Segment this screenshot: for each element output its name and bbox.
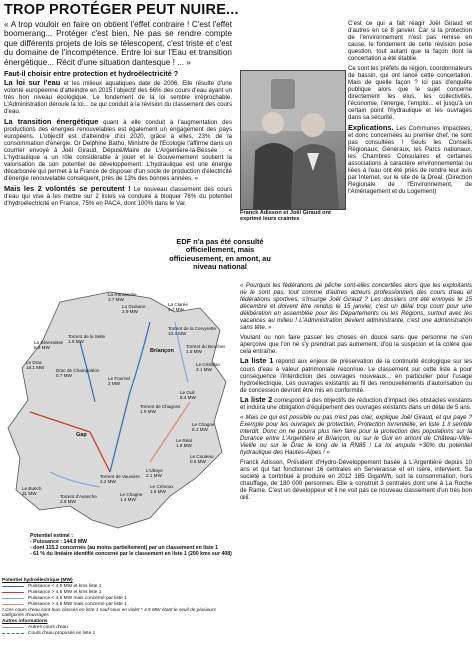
transition-paragraph xyxy=(4,118,232,182)
liste1-text: répond aux enjeux de préservation de la continuité écologique sur les cours d'eau à valeur patrimoniale reconnue. Le classement sur cette liste a pour conséquence l'interdiction des ouvrages nouveaux... en particulier pour l'usage hydroélectrique. Les ouvrages existants au fil des renouvellements d'autorisation ou de concession devront être mis en conformité. xyxy=(240,358,472,394)
place-label: Torrent d'Avanche xyxy=(60,494,97,499)
annex-row xyxy=(2,630,236,636)
mais-lead: Mais les 2 volontés se percutent ! xyxy=(4,183,131,193)
place-mw: 1.9 MW xyxy=(176,443,192,448)
annex-label: Cours d'eau proposés en liste 1 xyxy=(28,630,96,636)
explic-text: Les Communes impactées, et donc concernées au premier chef, ne sont pas consultées ! Seuls les Conseils Régionaux, Généraux, les Parcs nationaux, les Chambres Consulaires et certaines associations à caractère environnemental ou liées à l'eau ont été priés de rendre leur avis par Internet, sur le site de la Dreal. (Direction Régionale de l'Environnement, de l'Aménagement et du Logement) xyxy=(348,124,472,196)
transition-text: quant à elle conduit à l'augmentation des productions des énergies renouvelables est également un engagement des pays européens. L'objectif est d'atteindre d'ici 2020, grâce à elles, 23% de la consommation d'énergie. Or Delphine Batho, Ministre de l'Ecologie l'affirme dans un courrier envoyé à Joël Giraud, Député/Maire de L'Argentière-la-Bessée : « L'hydraulique a un rôle considérable à jouer et le Gouvernement soutient la valorisation de son potentiel de développement. L'hydraulique est une énergie décarbonée qui permet à la France de disposer d'un socle de production d'électricité d'énergie renouvelable conséquent, près de 13% des bonnes années. » xyxy=(4,118,232,183)
place-label: La Clarée xyxy=(168,302,188,307)
place-mw: 2.2 MW xyxy=(100,479,116,484)
pull-quote: EDF n'a pas été consulté officiellement, mais officieusement, en amont, au niveau national xyxy=(169,237,271,272)
place-label: Briançon xyxy=(150,348,174,354)
place-mw: 1.4 MW xyxy=(120,497,136,502)
place-mw: 2.9 MW xyxy=(122,309,138,314)
place-mw: 10.4 MW xyxy=(168,331,187,336)
place-mw: 1.6 MW xyxy=(150,489,166,494)
mais-paragraph xyxy=(4,185,232,207)
legend-label: Puissance > 4,5 MW et kms liste 1 xyxy=(28,589,102,595)
place-mw: 1.5 MW xyxy=(186,349,202,354)
right-column-bottom xyxy=(240,282,472,503)
legend-note: * Ces cours d'eau sont tous classés en liste 1 sauf ceux en violet * 4.5 MW étant le seuil de plusieurs catégories d'ouvrages xyxy=(2,607,216,619)
place-mw: 31 MW xyxy=(22,491,37,496)
place-mw: 1.9 MW xyxy=(140,409,156,414)
place-mw: 4.2 MW xyxy=(168,307,184,312)
legend-label: Puissance < 4,5 MW mais concerné par liste 1 xyxy=(28,595,127,601)
potentiel-line: - dont 115.2 concernés (au moins partiellement) par un classement en liste 1 xyxy=(30,545,218,551)
place-mw: 8.4 MW xyxy=(180,395,196,400)
place-label: Le Cristillan xyxy=(196,362,220,367)
place-mw: 3.1 MW xyxy=(196,367,212,372)
article-title: TROP PROTÉGER PEUT NUIRE... xyxy=(4,2,239,18)
place-label: Gap xyxy=(76,432,87,438)
place-mw: 1.9 MW xyxy=(68,339,84,344)
legend-swatch xyxy=(2,604,24,605)
place-mw: 8.1 MW xyxy=(192,427,208,432)
potentiel-line: - Puissance : 144.9 MW xyxy=(30,539,88,545)
right-column-top xyxy=(348,20,472,198)
place-label: Le Guil xyxy=(180,390,195,395)
photo-illustration xyxy=(241,71,345,209)
potentiel-box xyxy=(30,533,236,557)
legend-swatch xyxy=(2,592,24,593)
place-label: Torrent de Chagnes xyxy=(140,404,181,409)
place-label: Torrent de la Cervyrette xyxy=(168,326,216,331)
place-label: La Guisane xyxy=(122,304,146,309)
potentiel-line: - 61 % du linéaire identifié concerné par le classement en liste 1 (200 kms sur 408) xyxy=(30,551,232,557)
vont-paragraph: Voulant ou non faire passer les choses en douce sans que personne ne s'en aperçoive que l'on ne s'y prendrait pas autrement, d'où la suspicion et la colère que cela entraîne. xyxy=(240,333,472,355)
legend-swatch xyxy=(2,633,24,634)
place-label: La Séveraisse xyxy=(34,340,64,345)
liste1-lead: La liste 1 xyxy=(240,356,274,366)
place-mw: 3.7 MW xyxy=(108,297,124,302)
explic-lead: Explications. xyxy=(348,122,394,132)
place-label: Drac de Champoléon xyxy=(56,368,100,373)
place-label: Le Couleau xyxy=(190,454,214,459)
annex-title: Autres informations xyxy=(2,618,48,624)
legend-label: Puissance < 4,5 MW et kms liste 1 xyxy=(28,583,102,589)
explic-paragraph xyxy=(348,124,472,195)
loi-eau-text: et les milieux aquatiques date de 2006. Elle résulte d'une volonté européenne d'atteindre en 2015 l'objectif des 66% des cours d'eau ayant un très bon niveau écologique. Le fondement de la loi semble irréprochable. L'Administration déroule la loi... ce qui conduit à la révision du classement des cours d'eau. xyxy=(4,80,233,116)
liste2-paragraph xyxy=(240,396,472,411)
legend-swatch xyxy=(2,598,24,599)
loi-eau-lead: La loi sur l'eau xyxy=(4,78,61,88)
right-top-paragraph: C'est ce qui a fait réagir Joël Giraud et d'autres en ce 8 janvier. Car si la protection de l'environnement n'est pas remise en cause, le fondement de cette révision pose question, tout autant que la façon dont la concertation a été établie. xyxy=(348,20,472,63)
place-label: L'Ubaye xyxy=(146,468,163,473)
photo-caption: Franck Adisson et Joël Giraud ont exprimé leurs craintes xyxy=(240,210,331,223)
quote2-paragraph: « Mais ce qui est possible ou pas n'est pas clair, explique Joël Giraud, et qui paye ? Exemple pour les ouvrages de protection, Protection torrentielle, en liste 1 il semble interdit. Donc on ne pourra plus rien faire pour la protection des populations sur la Durance entre L'Argentière et Briançon, ou sur le Guil en amont de Château-Ville-Vieille ou sur le Drac le long de la RN85 ! La loi ampute +30% du potentiel hydraulique des Hautes-Alpes ! » xyxy=(240,413,472,457)
legend-title: Potentiel hydroélectrique (MW) xyxy=(2,578,73,583)
place-label: Le Chagne xyxy=(120,492,143,497)
legend-swatch xyxy=(2,627,24,628)
liste2-lead: La liste 2 xyxy=(240,395,273,405)
place-mw: 0.7 MW xyxy=(56,373,72,378)
left-column xyxy=(4,20,232,209)
place-label: Le Fournel xyxy=(108,376,130,381)
place-label: La Romanche xyxy=(108,292,137,297)
place-mw: 2.1 MW xyxy=(146,473,162,478)
annex-label: Autres cours d'eau xyxy=(28,624,68,630)
intro-paragraph: « A trop vouloir en faire on obtient l'effet contraire ! C'est l'effet boomerang... Protéger c'est bien. Ne pas se rendre compte que différents projets de lois se télescopent, c'est triste et c'est du domaine de l'incompétence. Entre loi sur l'Eau et transition énergétique... Récit d'une situation dantesque ! ... » xyxy=(4,20,232,67)
potentiel-line: Potentiel estimé : xyxy=(30,533,73,539)
photo-two-men xyxy=(240,70,346,210)
mais-text: Le nouveau classement des cours d'eau qui vise à les mettre sur 2 listes va conduire à bloquer 76% du potentiel d'hydroélectricité en France, 75% en PACA, dont 100% dans le Var. xyxy=(4,185,232,207)
place-mw: 0.6 MW xyxy=(190,459,206,464)
liste2-text: correspond à des objectifs de réduction d'impact des obstacles existants et induira une obligation d'équipement des ouvrages existants dans un délai de 5 ans. xyxy=(240,397,472,412)
transition-lead: La transition énergétique xyxy=(4,116,99,126)
liste1-paragraph xyxy=(240,357,472,393)
place-label: Torrent de la Selle xyxy=(68,334,106,339)
place-mw: 18.1 MW xyxy=(26,365,45,370)
loi-eau-paragraph xyxy=(4,79,232,115)
place-label: Le Buëch xyxy=(22,486,42,491)
place-label: Le Réal xyxy=(176,438,192,443)
franck-paragraph: Franck Adisson, Président d'Hydro-Développement basée à L'Argentière depuis 10 ans et qui fait fonctionner 16 centrales en Serveraisse et en isère, intervient. Sa société a contribué à produire en 2012 185 GigaW/h, soit la consommation, hors chauffage, de 180 000 personnes. Elle a construit 3 centrales dont une à La Roche de Rame. C'est un développeur et il ne voit pas ce nouveau classement d'un très bon œil. xyxy=(240,458,472,501)
place-mw: 2.9 MW xyxy=(60,499,76,504)
place-mw: 2 MW xyxy=(108,381,120,386)
place-mw: 8.9 MW xyxy=(34,345,50,350)
quote1-paragraph: « Pourquoi les fédérations de pêche sont-elles concertées alors que les exploitants ne le sont pas, tout comme d'autres acteurs professionnels des cours d'eau et fédérations sportives, s'insurge Joël Giraud ? Les dossiers ont été envoyés le 15 décembre et doivent être rendus le 15 janvier, c'est un délai trop court pour une délibération en assemblée pour les Départements ou les Régions, surtout avec les vacances au milieu ! L'Administration devient administrante, c'est une administration sans tête. » xyxy=(240,282,472,332)
place-label: Le Chagne xyxy=(192,422,215,427)
section-heading: Faut-il choisir entre protection et hydroélectricité ? xyxy=(4,68,179,78)
prefets-paragraph: Ce sont les préfets de région, coordonnateurs de bassin, qui ont lancé cette concertation. Mais de quelle façon ? Ici pas d'enquête publique alors que le sujet concerne directement les élus, les collectivités, l'économie, l'énergie, l'emploi... et jusqu'à un certain point l'hydraulique et les ouvrages dans sa sécurité. xyxy=(348,64,472,122)
place-label: Torrent du Bouchet xyxy=(186,344,225,349)
legend-swatch xyxy=(2,586,24,587)
place-label: Le Crévoux xyxy=(150,484,174,489)
map-legend xyxy=(2,578,236,636)
place-label: Le Drac xyxy=(26,360,43,365)
place-label: Torrent de Vauvière xyxy=(100,474,140,479)
legend-label: Puissance > 4,5 MW mais concerné par liste 1 xyxy=(28,601,127,607)
